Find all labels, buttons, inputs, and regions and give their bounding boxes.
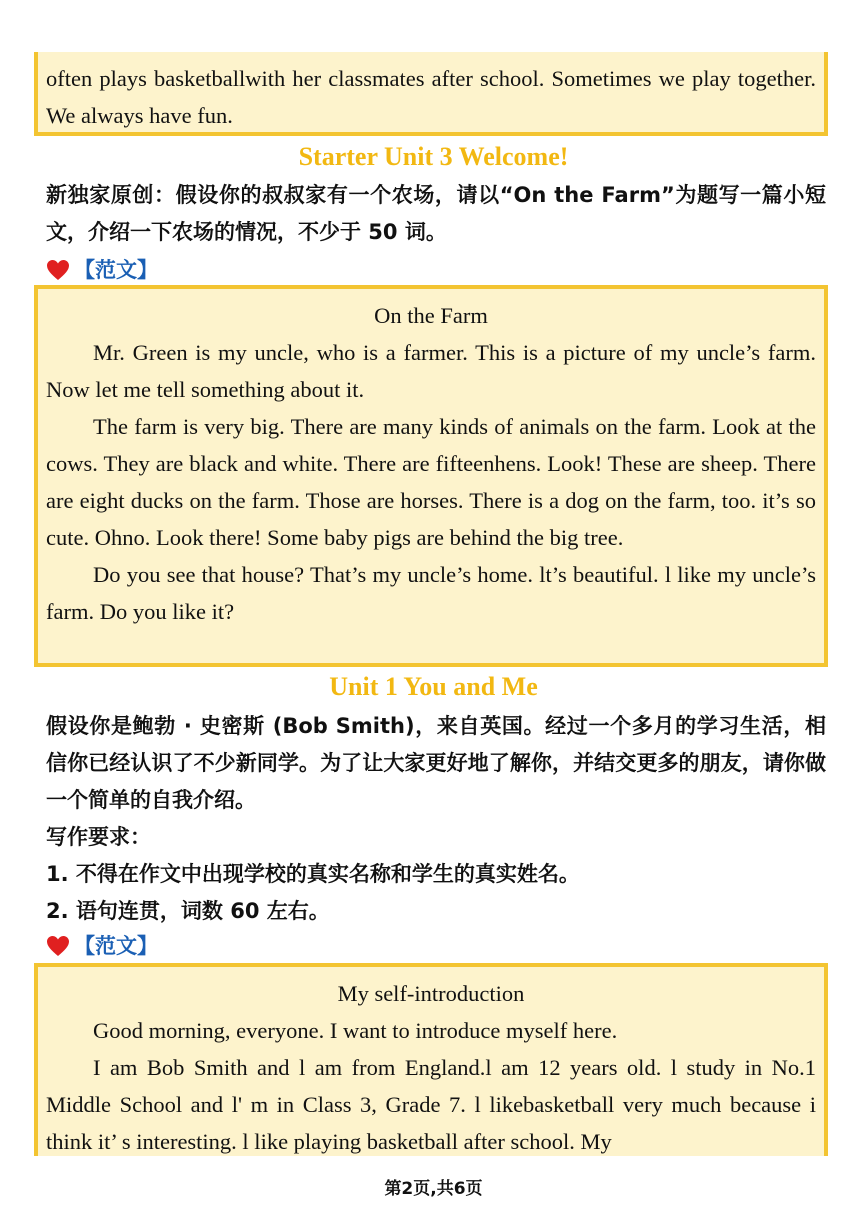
writing-prompt: 假设你是鲍勃 · 史密斯 (Bob Smith)，来自英国。经过一个多月的学习生活，相信你已经认识了不少新同学。为了让大家更好地了解你，并结交更多的朋友，请你做一个简单的自我介绍。 写作要求： 1. 不得在作文中出现学校的真实名称和学生的真实姓名。 2. 语句连贯，词数 60 左右。 (46, 708, 826, 930)
sample-label: 【范文】 (46, 255, 158, 285)
requirements-label: 写作要求： (46, 825, 151, 849)
essay-paragraph: Do you see that house? That’s my uncle’s home. lt’s beautiful. l like my uncle’s farm. Do you like it? (46, 562, 816, 624)
essay-box-self-intro (34, 963, 828, 1156)
essay-paragraph: The farm is very big. There are many kinds of animals on the farm. Look at the cows. They are black and white. There are fifteenhens. Look! These are sheep. There are eight ducks on the farm. Those are horses. There is a dog on the farm, too. it’s so cute. Ohno. Look there! Some baby pigs are behind the big tree. (46, 414, 816, 550)
heart-icon (46, 259, 70, 281)
essay-title: My self-introduction (337, 981, 525, 1006)
requirement-item: 2. 语句连贯，词数 60 左右。 (46, 899, 330, 923)
top-essay-box (34, 52, 828, 136)
essay-title: On the Farm (374, 303, 488, 328)
requirement-item: 1. 不得在作文中出现学校的真实名称和学生的真实姓名。 (46, 862, 580, 886)
writing-prompt: 新独家原创：假设你的叔叔家有一个农场，请以“On the Farm”为题写一篇小短文，介绍一下农场的情况，不少于 50 词。 (46, 183, 826, 244)
page-number: 第2页,共6页 (384, 1179, 483, 1199)
heart-icon (46, 935, 70, 957)
section-heading: Starter Unit 3 Welcome! (298, 142, 569, 171)
sample-label: 【范文】 (46, 931, 158, 961)
essay-paragraph: Mr. Green is my uncle, who is a farmer. This is a picture of my uncle’s farm. Now let me tell something about it. (46, 340, 816, 402)
essay-paragraph: I am Bob Smith and l am from England.l am 12 years old. l study in No.1 Middle School and l' m in Class 3, Grade 7. l likebasketball very much because i think it’ s interesting. l like playing basketball after school. My (46, 1055, 816, 1154)
top-essay-text: often plays basketballwith her classmates after school. Sometimes we play together. We always have fun. (46, 66, 816, 128)
section-heading: Unit 1 You and Me (329, 672, 538, 701)
essay-box-farm (34, 285, 828, 667)
essay-paragraph: Good morning, everyone. I want to introduce myself here. (93, 1018, 618, 1043)
